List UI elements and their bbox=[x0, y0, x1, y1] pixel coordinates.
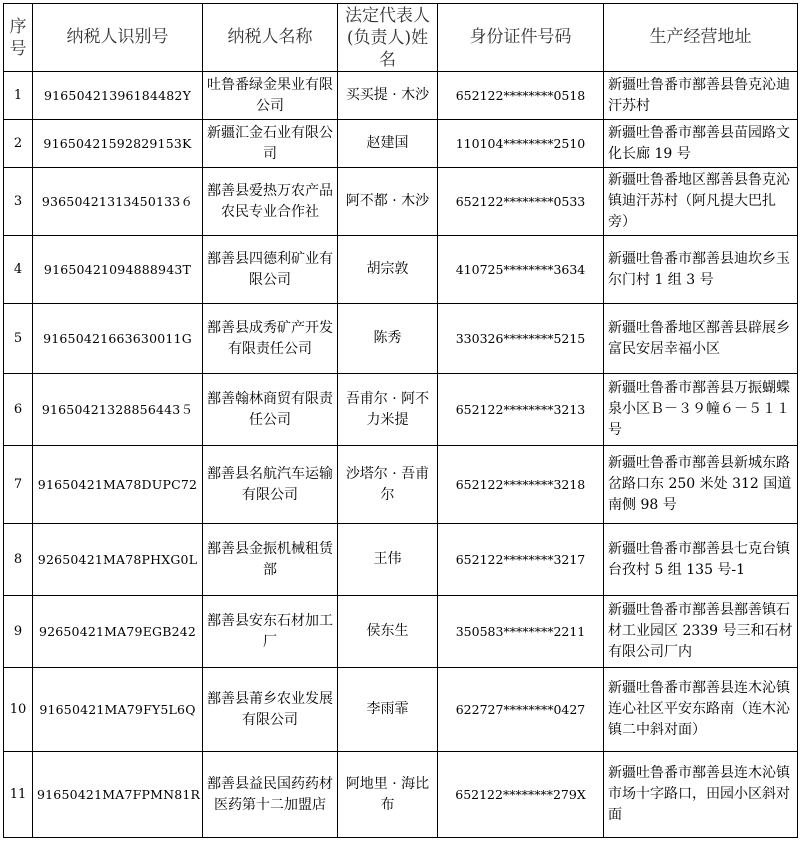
cell-rep: 胡宗敦 bbox=[338, 236, 438, 304]
header-seq: 序号 bbox=[4, 4, 33, 72]
cell-cert: 350583********2211 bbox=[438, 596, 604, 668]
cell-rep: 吾甫尔 · 阿不力米提 bbox=[338, 374, 438, 446]
cell-tax-id: 93650421313450133６ bbox=[33, 168, 203, 236]
cell-rep: 买买提 · 木沙 bbox=[338, 72, 438, 120]
cell-seq: 1 bbox=[4, 72, 33, 120]
cell-rep: 阿不都 · 木沙 bbox=[338, 168, 438, 236]
cell-tax-id: 91650421094888943T bbox=[33, 236, 203, 304]
cell-tax-id: 91650421328856443５ bbox=[33, 374, 203, 446]
cell-seq: 3 bbox=[4, 168, 33, 236]
taxpayer-table bbox=[3, 3, 798, 838]
cell-rep: 赵建国 bbox=[338, 120, 438, 168]
cell-name: 鄯善县金振机械租赁部 bbox=[203, 524, 338, 596]
header-cert: 身份证件号码 bbox=[438, 4, 604, 72]
cell-addr: 新疆吐鲁番市鄯善县新城东路岔路口东 250 米处 312 国道南侧 98 号 bbox=[604, 446, 798, 524]
table-row bbox=[4, 304, 798, 374]
cell-rep: 阿地里 · 海比布 bbox=[338, 752, 438, 838]
cell-cert: 652122********3217 bbox=[438, 524, 604, 596]
cell-rep: 陈秀 bbox=[338, 304, 438, 374]
cell-name: 鄯善县爱热万农产品农民专业合作社 bbox=[203, 168, 338, 236]
cell-name: 鄯善县四德利矿业有限公司 bbox=[203, 236, 338, 304]
table-row bbox=[4, 446, 798, 524]
table-row bbox=[4, 596, 798, 668]
cell-rep: 沙塔尔 · 吾甫尔 bbox=[338, 446, 438, 524]
header-tax-id: 纳税人识别号 bbox=[33, 4, 203, 72]
table-row bbox=[4, 668, 798, 752]
cell-tax-id: 92650421MA78PHXG0L bbox=[33, 524, 203, 596]
table-row bbox=[4, 752, 798, 838]
cell-cert: 652122********3218 bbox=[438, 446, 604, 524]
cell-rep: 王伟 bbox=[338, 524, 438, 596]
cell-tax-id: 91650421MA78DUPC72 bbox=[33, 446, 203, 524]
header-addr: 生产经营地址 bbox=[604, 4, 798, 72]
cell-tax-id: 92650421MA79EGB242 bbox=[33, 596, 203, 668]
cell-seq: 5 bbox=[4, 304, 33, 374]
cell-addr: 新疆吐鲁番市鄯善县七克台镇台孜村 5 组 135 号-1 bbox=[604, 524, 798, 596]
table-row bbox=[4, 168, 798, 236]
cell-name: 鄯善县名航汽车运输有限公司 bbox=[203, 446, 338, 524]
table-row bbox=[4, 374, 798, 446]
cell-seq: 11 bbox=[4, 752, 33, 838]
table-row bbox=[4, 236, 798, 304]
cell-cert: 410725********3634 bbox=[438, 236, 604, 304]
cell-cert: 652122********279X bbox=[438, 752, 604, 838]
cell-name: 鄯善县安东石材加工厂 bbox=[203, 596, 338, 668]
cell-rep: 侯东生 bbox=[338, 596, 438, 668]
cell-seq: 10 bbox=[4, 668, 33, 752]
cell-name: 新疆汇金石业有限公司 bbox=[203, 120, 338, 168]
table-container bbox=[3, 3, 798, 838]
cell-cert: 652122********3213 bbox=[438, 374, 604, 446]
cell-tax-id: 91650421396184482Y bbox=[33, 72, 203, 120]
cell-addr: 新疆吐鲁番地区鄯善县辟展乡富民安居幸福小区 bbox=[604, 304, 798, 374]
header-name: 纳税人名称 bbox=[203, 4, 338, 72]
cell-name: 鄯善县益民国药药材医药第十二加盟店 bbox=[203, 752, 338, 838]
table-row bbox=[4, 524, 798, 596]
cell-name: 鄯善县莆乡农业发展有限公司 bbox=[203, 668, 338, 752]
cell-cert: 622727********0427 bbox=[438, 668, 604, 752]
cell-rep: 李雨霏 bbox=[338, 668, 438, 752]
cell-addr: 新疆吐鲁番市鄯善县迪坎乡玉尔门村 1 组 3 号 bbox=[604, 236, 798, 304]
cell-tax-id: 91650421MA79FY5L6Q bbox=[33, 668, 203, 752]
cell-addr: 新疆吐鲁番市鄯善县苗园路文化长廊 19 号 bbox=[604, 120, 798, 168]
cell-addr: 新疆吐鲁番市鄯善县连木沁镇市场十字路口，田园小区斜对面 bbox=[604, 752, 798, 838]
cell-cert: 110104********2510 bbox=[438, 120, 604, 168]
cell-addr: 新疆吐鲁番地区鄯善县鲁克沁镇迪汗苏村（阿凡提大巴扎旁） bbox=[604, 168, 798, 236]
cell-tax-id: 91650421MA7FPMN81R bbox=[33, 752, 203, 838]
cell-cert: 652122********0518 bbox=[438, 72, 604, 120]
header-rep: 法定代表人(负责人)姓名 bbox=[338, 4, 438, 72]
header-row bbox=[4, 4, 798, 72]
cell-name: 吐鲁番绿金果业有限公司 bbox=[203, 72, 338, 120]
cell-name: 鄯善翰林商贸有限责任公司 bbox=[203, 374, 338, 446]
cell-addr: 新疆吐鲁番市鄯善县鲁克沁迪汗苏村 bbox=[604, 72, 798, 120]
table-row bbox=[4, 120, 798, 168]
table-row bbox=[4, 72, 798, 120]
cell-tax-id: 91650421663630011G bbox=[33, 304, 203, 374]
cell-seq: 7 bbox=[4, 446, 33, 524]
cell-tax-id: 91650421592829153K bbox=[33, 120, 203, 168]
cell-seq: 2 bbox=[4, 120, 33, 168]
cell-seq: 6 bbox=[4, 374, 33, 446]
cell-name: 鄯善县成秀矿产开发有限责任公司 bbox=[203, 304, 338, 374]
cell-cert: 652122********0533 bbox=[438, 168, 604, 236]
cell-addr: 新疆吐鲁番市鄯善县鄯善镇石材工业园区 2339 号三和石材有限公司厂内 bbox=[604, 596, 798, 668]
cell-seq: 8 bbox=[4, 524, 33, 596]
cell-addr: 新疆吐鲁番市鄯善县连木沁镇连心社区平安东路南（连木沁镇二中斜对面） bbox=[604, 668, 798, 752]
cell-seq: 9 bbox=[4, 596, 33, 668]
cell-addr: 新疆吐鲁番市鄯善县万振蝴蝶泉小区Ｂ－３９幢６－５１１号 bbox=[604, 374, 798, 446]
cell-seq: 4 bbox=[4, 236, 33, 304]
cell-cert: 330326********5215 bbox=[438, 304, 604, 374]
